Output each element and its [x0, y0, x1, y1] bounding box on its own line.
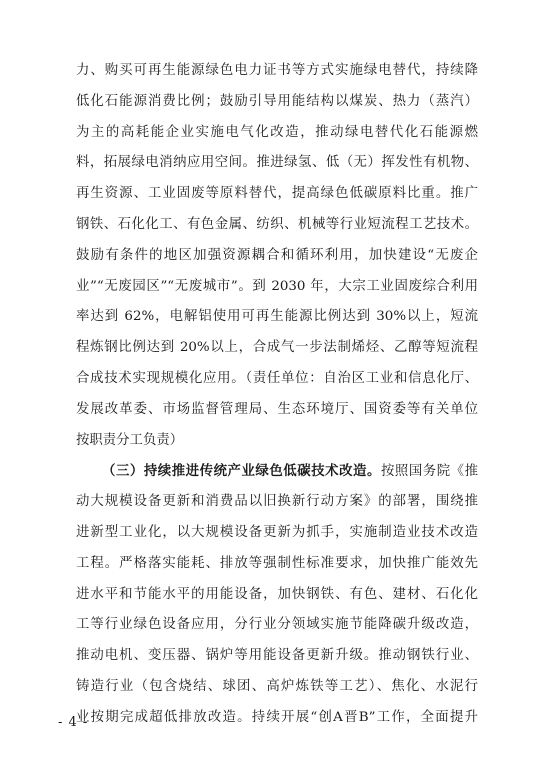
- paragraph-line: 按职责分工负责）: [76, 432, 184, 448]
- paragraph-line: 动大规模设备更新和消费品以旧换新行动方案》的部署，围绕推: [76, 494, 478, 510]
- paragraph-line: 率达到 62%，电解铝使用可再生能源比例达到 30%以上，短流: [76, 309, 478, 325]
- paragraph-line: 鼓励有条件的地区加强资源耦合和循环利用，加快建设“无废企: [76, 247, 478, 263]
- paragraph-line: 工等行业绿色设备应用，分行业分领域实施节能降碳升级改造，: [76, 617, 478, 633]
- paragraph-line: 业按期完成超低排放改造。持续开展“创A晋B”工作，全面提升: [76, 709, 478, 725]
- paragraph-line: 合成技术实现规模化应用。（责任单位：自治区工业和信息化厅、: [76, 370, 478, 386]
- paragraph-line: 再生资源、工业固废等原料替代，提高绿色低碳原料比重。推广: [76, 186, 478, 202]
- paragraph-line: 钢铁、石化化工、有色金属、纺织、机械等行业短流程工艺技术。: [76, 216, 478, 232]
- paragraph-line: 工程。严格落实能耗、排放等强制性标准要求，加快推广能效先: [76, 555, 478, 571]
- section-heading-line: [76, 456, 478, 487]
- paragraph-line: 进新型工业化，以大规模设备更新为抓手，实施制造业技术改造: [76, 524, 478, 540]
- paragraph-line: 推动电机、变压器、锅炉等用能设备更新升级。推动钢铁行业、: [76, 648, 478, 664]
- paragraph-line: 铸造行业（包含烧结、球团、高炉炼铁等工艺）、焦化、水泥行: [76, 678, 478, 694]
- paragraph-line: 发展改革委、市场监督管理局、生态环境厅、国资委等有关单位: [76, 401, 478, 417]
- paragraph-line: 料，拓展绿电消纳应用空间。推进绿氢、低（无）挥发性有机物、: [76, 155, 478, 171]
- paragraph-line: 力、购买可再生能源绿色电力证书等方式实施绿电替代，持续降: [76, 63, 478, 78]
- page-number: - 4 -: [58, 715, 89, 730]
- paragraph-line: 进水平和节能水平的用能设备，加快钢铁、有色、建材、石化化: [76, 586, 478, 602]
- paragraph-line: 为主的高耗能企业实施电气化改造，推动绿电替代化石能源燃: [76, 124, 478, 140]
- body-text: [76, 56, 478, 734]
- paragraph-text: 按照国务院《推: [380, 464, 478, 480]
- paragraph-line: 程炼钢比例达到 20%以上，合成气一步法制烯烃、乙醇等短流程: [76, 340, 478, 356]
- paragraph-line: 低化石能源消费比例；鼓励引导用能结构以煤炭、热力（蒸汽）: [76, 93, 478, 109]
- paragraph-line: 业”“无废园区”“无废城市”。到 2030 年，大宗工业固废综合利用: [76, 278, 478, 294]
- section-heading: （三）持续推进传统产业绿色低碳技术改造。: [102, 463, 381, 480]
